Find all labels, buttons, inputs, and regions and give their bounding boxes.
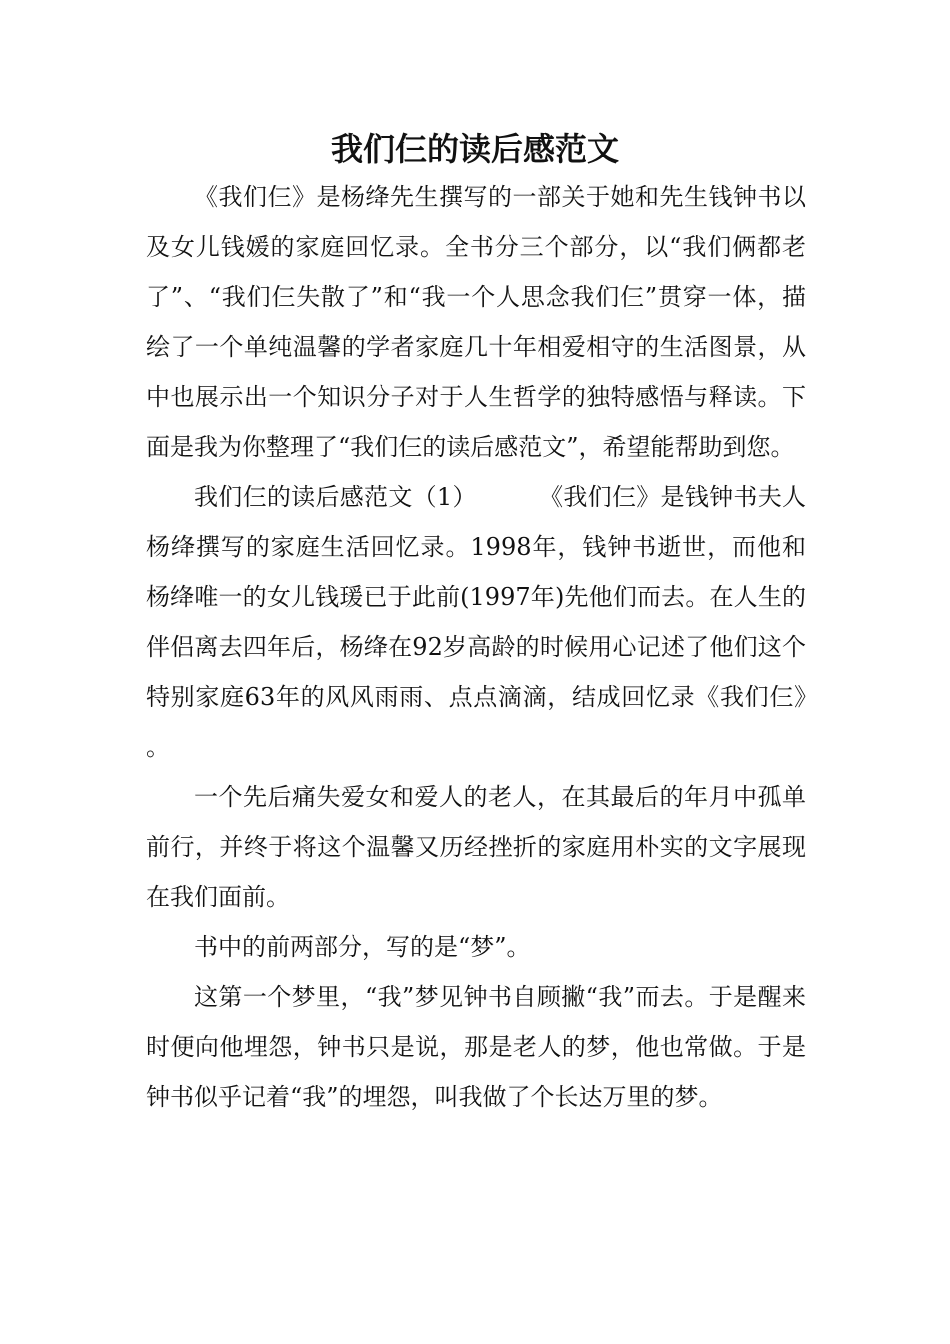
document-title: 我们仨的读后感范文 (330, 130, 619, 168)
body-paragraph: 书中的前两部分，写的是“梦”。 (194, 933, 531, 961)
body-paragraph: 一个先后痛失爱女和爱人的老人，在其最后的年月中孤单前行，并终于将这个温馨又历经挫折的家庭用朴实的文字展现在我们面前。 (146, 783, 806, 911)
section-paragraph (146, 472, 806, 772)
body-paragraph: 这第一个梦里，“我”梦见钟书自顾撇“我”而去。于是醒来时便向他埋怨，钟书只是说，那是老人的梦，他也常做。于是钟书似乎记着“我”的埋怨，叫我做了个长达万里的梦。 (146, 983, 806, 1111)
section-text: 《我们仨》是钱钟书夫人杨绛撰写的家庭生活回忆录。1998年，钱钟书逝世，而他和杨绛唯一的女儿钱瑗已于此前(1997年)先他们而去。在人生的伴侣离去四年后，杨绛在92岁高龄的时候用心记述了他们这个特别家庭63年的风风雨雨、点点滴滴，结成回忆录《我们仨》。 (146, 483, 806, 761)
document-body (146, 172, 806, 1122)
intro-paragraph: 《我们仨》是杨绛先生撰写的一部关于她和先生钱钟书以及女儿钱媛的家庭回忆录。全书分三个部分，以“我们俩都老了”、“我们仨失散了”和“我一个人思念我们仨”贯穿一体，描绘了一个单纯温馨的学者家庭几十年相爱相守的生活图景，从中也展示出一个知识分子对于人生哲学的独特感悟与释读。下面是我为你整理了“我们仨的读后感范文”，希望能帮助到您。 (146, 183, 806, 461)
section-heading: 我们仨的读后感范文（1） (194, 483, 477, 511)
